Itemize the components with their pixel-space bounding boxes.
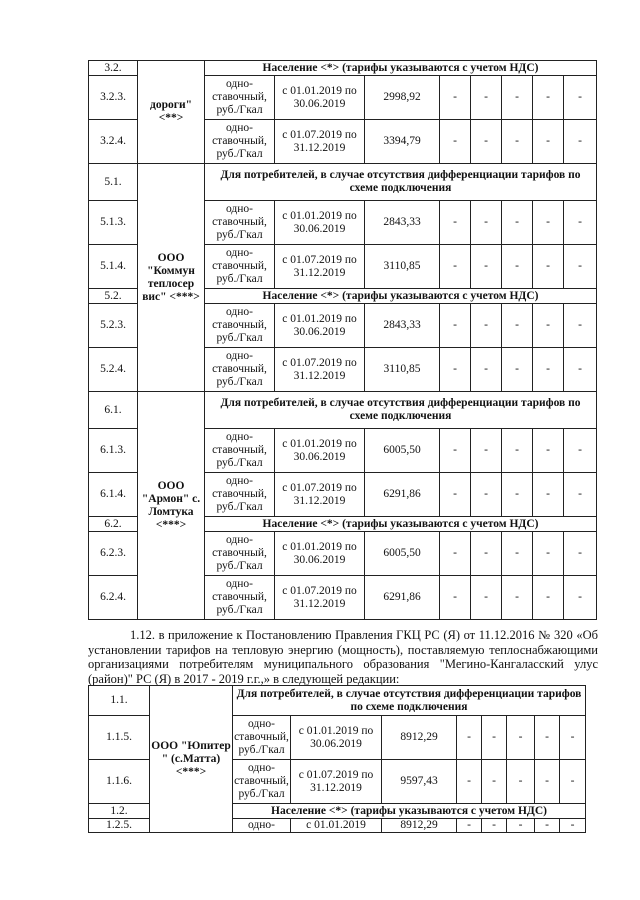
tariff-period: с 01.07.2019 по 31.12.2019 [291, 760, 382, 804]
empty-tariff-cell: - [502, 429, 533, 473]
tariff-unit: одно-ставочный, руб./Гкал [205, 429, 275, 473]
section-header-row [89, 392, 597, 429]
row-number: 6.2.3. [89, 532, 138, 576]
tariff-unit: одно-ставочный, руб./Гкал [205, 473, 275, 517]
tariff-value: 3394,79 [365, 120, 440, 164]
empty-tariff-cell: - [502, 201, 533, 245]
tariff-unit: одно-ставочный, руб./Гкал [205, 201, 275, 245]
empty-tariff-cell: - [440, 120, 471, 164]
tariff-table-bottom [88, 685, 586, 833]
empty-tariff-cell: - [471, 201, 502, 245]
tariff-period: с 01.01.2019 [291, 819, 382, 833]
empty-tariff-cell: - [564, 532, 597, 576]
row-number: 3.2.4. [89, 120, 138, 164]
empty-tariff-cell: - [440, 245, 471, 289]
tariff-value: 2843,33 [365, 201, 440, 245]
organization-name: ООО "Коммун теплосер вис" <***> [138, 164, 205, 392]
organization-name: дороги" <**> [138, 61, 205, 164]
row-number: 6.1.4. [89, 473, 138, 517]
row-number: 1.1. [89, 686, 150, 716]
empty-tariff-cell: - [440, 532, 471, 576]
empty-tariff-cell: - [564, 473, 597, 517]
row-number: 5.2. [89, 289, 138, 304]
empty-tariff-cell: - [457, 819, 482, 833]
tariff-table-top [88, 60, 597, 620]
empty-tariff-cell: - [440, 473, 471, 517]
empty-tariff-cell: - [502, 245, 533, 289]
empty-tariff-cell: - [533, 120, 564, 164]
tariff-value: 9597,43 [382, 760, 457, 804]
row-number: 6.2. [89, 517, 138, 532]
empty-tariff-cell: - [440, 429, 471, 473]
tariff-value: 3110,85 [365, 348, 440, 392]
row-number: 6.1.3. [89, 429, 138, 473]
section-header: Для потребителей, в случае отсутствия дифференциации тарифов по схеме подключения [233, 686, 586, 716]
empty-tariff-cell: - [482, 716, 507, 760]
empty-tariff-cell: - [471, 532, 502, 576]
tariff-unit: одно-ставочный, руб./Гкал [233, 760, 291, 804]
tariff-value: 6291,86 [365, 473, 440, 517]
row-number: 1.1.6. [89, 760, 150, 804]
empty-tariff-cell: - [533, 304, 564, 348]
tariff-value: 6005,50 [365, 532, 440, 576]
row-number: 5.1.4. [89, 245, 138, 289]
empty-tariff-cell: - [533, 245, 564, 289]
empty-tariff-cell: - [482, 819, 507, 833]
tariff-unit: одно-ставочный, руб./Гкал [205, 120, 275, 164]
section-header-row [89, 164, 597, 201]
empty-tariff-cell: - [560, 819, 586, 833]
empty-tariff-cell: - [471, 348, 502, 392]
empty-tariff-cell: - [564, 429, 597, 473]
empty-tariff-cell: - [564, 201, 597, 245]
tariff-unit: одно-ставочный, руб./Гкал [205, 532, 275, 576]
tariff-period: с 01.07.2019 по 31.12.2019 [275, 348, 365, 392]
empty-tariff-cell: - [502, 348, 533, 392]
empty-tariff-cell: - [471, 245, 502, 289]
row-number: 6.1. [89, 392, 138, 429]
tariff-period: с 01.01.2019 по 30.06.2019 [275, 76, 365, 120]
empty-tariff-cell: - [502, 76, 533, 120]
section-header: Для потребителей, в случае отсутствия дифференциации тарифов по схеме подключения [205, 164, 597, 201]
section-header: Население <*> (тарифы указываются с учетом НДС) [205, 289, 597, 304]
row-number: 5.2.3. [89, 304, 138, 348]
tariff-period: с 01.01.2019 по 30.06.2019 [291, 716, 382, 760]
empty-tariff-cell: - [560, 716, 586, 760]
tariff-period: с 01.07.2019 по 31.12.2019 [275, 473, 365, 517]
empty-tariff-cell: - [457, 716, 482, 760]
section-header: Население <*> (тарифы указываются с учетом НДС) [205, 61, 597, 76]
tariff-value: 8912,29 [382, 716, 457, 760]
tariff-value: 6291,86 [365, 576, 440, 620]
paragraph-text: 1.12. в приложение к Постановлению Правления ГКЦ РС (Я) от 11.12.2016 № 320 «Об установлении тарифов на тепловую энергию (мощность), поставляемую теплоснабжающими организациями потребителям муниципального образования "Мегино-Кангаласский улус (район)" РС (Я) в 2017 - 2019 г.г.,» в следующей редакции: [88, 628, 598, 686]
tariff-unit: одно-ставочный, руб./Гкал [233, 716, 291, 760]
tariff-period: с 01.07.2019 по 31.12.2019 [275, 120, 365, 164]
empty-tariff-cell: - [440, 304, 471, 348]
empty-tariff-cell: - [471, 120, 502, 164]
empty-tariff-cell: - [507, 716, 535, 760]
tariff-period: с 01.01.2019 по 30.06.2019 [275, 429, 365, 473]
empty-tariff-cell: - [535, 760, 560, 804]
tariff-unit: одно-ставочный, руб./Гкал [205, 76, 275, 120]
row-number: 5.1. [89, 164, 138, 201]
section-header-row [89, 686, 586, 716]
empty-tariff-cell: - [482, 760, 507, 804]
empty-tariff-cell: - [440, 201, 471, 245]
empty-tariff-cell: - [564, 576, 597, 620]
tariff-period: с 01.07.2019 по 31.12.2019 [275, 576, 365, 620]
amendment-paragraph [88, 628, 598, 686]
empty-tariff-cell: - [533, 76, 564, 120]
empty-tariff-cell: - [535, 819, 560, 833]
tariff-unit: одно- [233, 819, 291, 833]
empty-tariff-cell: - [440, 76, 471, 120]
row-number: 5.1.3. [89, 201, 138, 245]
empty-tariff-cell: - [535, 716, 560, 760]
empty-tariff-cell: - [533, 576, 564, 620]
tariff-unit: одно-ставочный, руб./Гкал [205, 304, 275, 348]
row-number: 3.2.3. [89, 76, 138, 120]
empty-tariff-cell: - [507, 760, 535, 804]
tariff-value: 6005,50 [365, 429, 440, 473]
empty-tariff-cell: - [564, 245, 597, 289]
empty-tariff-cell: - [502, 120, 533, 164]
tariff-period: с 01.01.2019 по 30.06.2019 [275, 201, 365, 245]
empty-tariff-cell: - [471, 76, 502, 120]
tariff-value: 2998,92 [365, 76, 440, 120]
empty-tariff-cell: - [471, 473, 502, 517]
empty-tariff-cell: - [502, 532, 533, 576]
section-header: Для потребителей, в случае отсутствия дифференциации тарифов по схеме подключения [205, 392, 597, 429]
row-number: 5.2.4. [89, 348, 138, 392]
tariff-period: с 01.01.2019 по 30.06.2019 [275, 532, 365, 576]
row-number: 3.2. [89, 61, 138, 76]
tariff-unit: одно-ставочный, руб./Гкал [205, 245, 275, 289]
tariff-period: с 01.01.2019 по 30.06.2019 [275, 304, 365, 348]
tariff-value: 8912,29 [382, 819, 457, 833]
section-header-row [89, 61, 597, 76]
row-number: 1.2. [89, 804, 150, 819]
empty-tariff-cell: - [533, 473, 564, 517]
empty-tariff-cell: - [502, 304, 533, 348]
empty-tariff-cell: - [502, 576, 533, 620]
tariff-period: с 01.07.2019 по 31.12.2019 [275, 245, 365, 289]
empty-tariff-cell: - [564, 76, 597, 120]
empty-tariff-cell: - [564, 120, 597, 164]
empty-tariff-cell: - [560, 760, 586, 804]
tariff-unit: одно-ставочный, руб./Гкал [205, 576, 275, 620]
section-header: Население <*> (тарифы указываются с учетом НДС) [205, 517, 597, 532]
empty-tariff-cell: - [471, 429, 502, 473]
row-number: 6.2.4. [89, 576, 138, 620]
empty-tariff-cell: - [533, 429, 564, 473]
empty-tariff-cell: - [471, 304, 502, 348]
empty-tariff-cell: - [533, 348, 564, 392]
empty-tariff-cell: - [533, 201, 564, 245]
empty-tariff-cell: - [440, 576, 471, 620]
empty-tariff-cell: - [457, 760, 482, 804]
row-number: 1.2.5. [89, 819, 150, 833]
row-number: 1.1.5. [89, 716, 150, 760]
empty-tariff-cell: - [564, 348, 597, 392]
empty-tariff-cell: - [564, 304, 597, 348]
empty-tariff-cell: - [533, 532, 564, 576]
empty-tariff-cell: - [507, 819, 535, 833]
empty-tariff-cell: - [440, 348, 471, 392]
tariff-value: 2843,33 [365, 304, 440, 348]
organization-name: ООО "Армон" с. Ломтука <***> [138, 392, 205, 620]
tariff-value: 3110,85 [365, 245, 440, 289]
empty-tariff-cell: - [471, 576, 502, 620]
section-header: Население <*> (тарифы указываются с учетом НДС) [233, 804, 586, 819]
organization-name: ООО "Юпитер " (с.Матта) <***> [150, 686, 233, 833]
empty-tariff-cell: - [502, 473, 533, 517]
tariff-unit: одно-ставочный, руб./Гкал [205, 348, 275, 392]
